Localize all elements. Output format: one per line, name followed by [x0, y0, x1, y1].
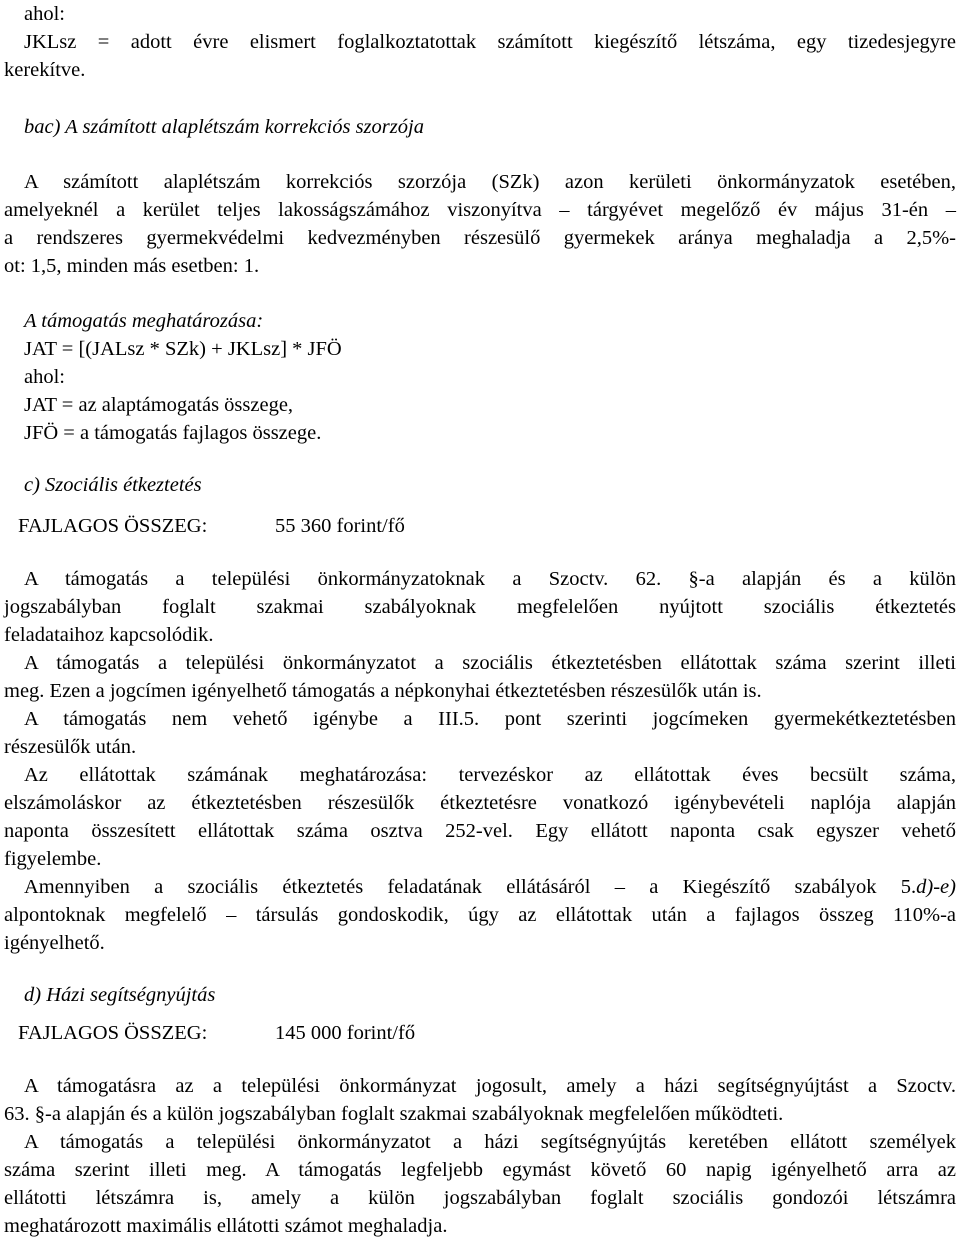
section-heading-bac: bac) A számított alaplétszám korrekciós szorzója — [24, 116, 424, 138]
paragraph-line: meg. Ezen a jogcímen igényelhető támogatás a népkonyhai étkeztetésben részesülők után is. — [4, 680, 762, 702]
paragraph-line: feladataihoz kapcsolódik. — [4, 624, 214, 646]
paragraph-line: A támogatás a települési önkormányzatoknak a Szoctv. 62. §-a alapján és a külön — [24, 568, 956, 590]
fajlagos-osszeg-value: 145 000 forint/fő — [275, 1022, 416, 1044]
section-heading-d: d) Házi segítségnyújtás — [24, 984, 216, 1006]
paragraph-line: A támogatásra az a települési önkormányzat jogosult, amely a házi segítségnyújtást a Szoctv. — [24, 1075, 956, 1097]
paragraph-line — [24, 873, 956, 901]
fajlagos-osszeg-label: FAJLAGOS ÖSSZEG: — [18, 515, 208, 537]
paragraph-line: ellátotti létszámra is, amely a külön jogszabályban foglalt szociális gondozói létszámra — [4, 1187, 956, 1209]
paragraph-line: A támogatás nem vehető igénybe a III.5. pont szerinti jogcímeken gyermekétkeztetésben — [24, 708, 956, 730]
paragraph-line: amelyeknél a kerület teljes lakosságszámához viszonyítva – tárgyévet megelőző év május 31-én – — [4, 199, 956, 221]
paragraph-line: alpontoknak megfelelő – társulás gondoskodik, úgy az ellátottak után a fajlagos összeg 110%-a — [4, 904, 956, 926]
alpont-reference: d)-e) — [916, 876, 956, 898]
paragraph-line: A számított alaplétszám korrekciós szorzója (SZk) azon kerületi önkormányzatok esetében, — [24, 171, 956, 193]
paragraph-text: Amennyiben a szociális étkeztetés feladatának ellátásáról – a Kiegészítő szabályok 5. — [24, 876, 917, 898]
section-heading-c: c) Szociális étkeztetés — [24, 474, 202, 496]
paragraph-line: száma szerint illeti meg. A támogatás legfeljebb egymást követő 60 napig igényelhető arra az — [4, 1159, 956, 1181]
jklsz-definition-line: kerekítve. — [4, 59, 86, 81]
ahol-label: ahol: — [24, 3, 65, 25]
paragraph-line: naponta összesített ellátottak száma osztva 252-vel. Egy ellátott naponta csak egyszer vehető — [4, 820, 956, 842]
support-heading: A támogatás meghatározása: — [24, 310, 264, 332]
paragraph-line: ot: 1,5, minden más esetben: 1. — [4, 255, 260, 277]
jat-definition: JAT = az alaptámogatás összege, — [24, 394, 294, 416]
paragraph-line: A támogatás a települési önkormányzatot a szociális étkeztetésben ellátottak száma szerint illeti — [24, 652, 956, 674]
paragraph-line: A támogatás a települési önkormányzatot a házi segítségnyújtás keretében ellátott személyek — [24, 1131, 956, 1153]
paragraph-line: elszámoláskor az étkeztetésben részesülők étkeztetésre vonatkozó igénybevételi naplója alapján — [4, 792, 956, 814]
paragraph-line: jogszabályban foglalt szakmai szabályoknak megfelelően nyújtott szociális étkeztetés — [4, 596, 956, 618]
paragraph-line: Az ellátottak számának meghatározása: tervezéskor az ellátottak éves becsült száma, — [24, 764, 956, 786]
paragraph-line: részesülők után. — [4, 736, 137, 758]
jklsz-definition-line: JKLsz = adott évre elismert foglalkoztatottak számított kiegészítő létszáma, egy tizedesjegyre — [24, 31, 956, 53]
paragraph-line: a rendszeres gyermekvédelmi kedvezményben részesülő gyermekek aránya meghaladja a 2,5%- — [4, 227, 956, 249]
paragraph-line: igényelhető. — [4, 932, 105, 954]
formula: JAT = [(JALsz * SZk) + JKLsz] * JFÖ — [24, 338, 342, 360]
paragraph-line: 63. §-a alapján és a külön jogszabályban foglalt szakmai szabályoknak megfelelően működteti. — [4, 1103, 784, 1125]
paragraph-line: meghatározott maximális ellátotti számot meghaladja. — [4, 1215, 448, 1237]
fajlagos-osszeg-label: FAJLAGOS ÖSSZEG: — [18, 1022, 208, 1044]
ahol-label: ahol: — [24, 366, 65, 388]
fajlagos-osszeg-value: 55 360 forint/fő — [275, 515, 405, 537]
paragraph-line: figyelembe. — [4, 848, 102, 870]
jfo-definition: JFÖ = a támogatás fajlagos összege. — [24, 422, 322, 444]
